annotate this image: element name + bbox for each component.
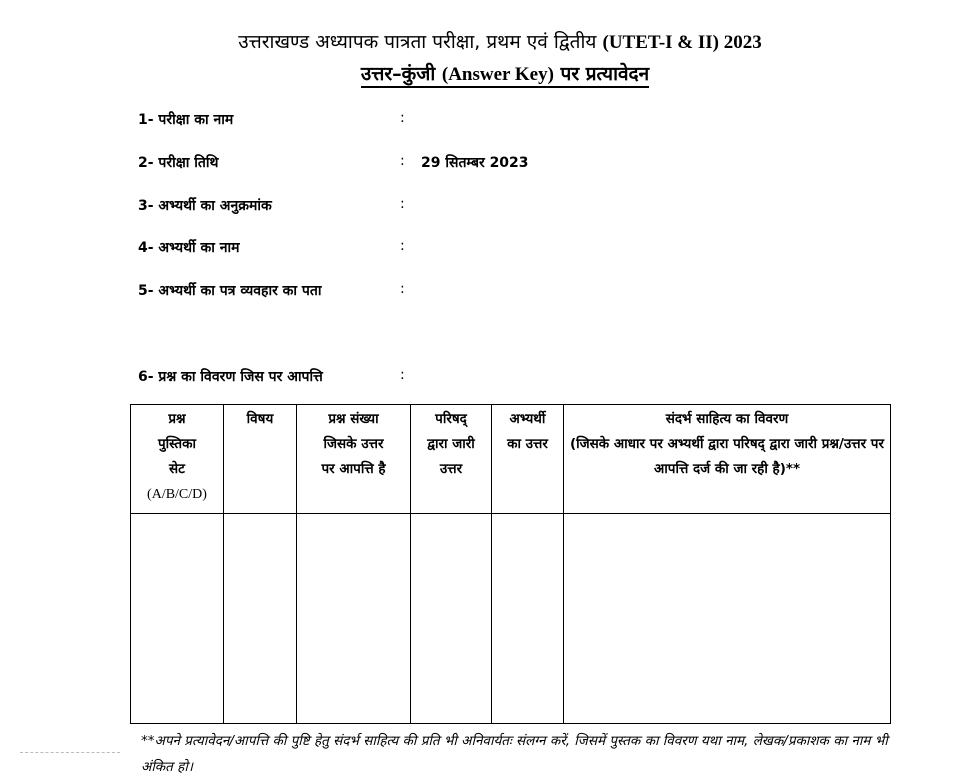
cell-subject[interactable] xyxy=(224,514,297,724)
table-header-row xyxy=(131,405,891,514)
header-text: प्रश्न xyxy=(168,411,186,427)
header-council-answer xyxy=(411,405,492,514)
cell-booklet-set[interactable] xyxy=(131,514,224,724)
field-colon: : xyxy=(400,238,405,254)
cell-council-answer[interactable] xyxy=(411,514,492,724)
field-colon: : xyxy=(400,281,405,297)
header-text: संदर्भ साहित्य का विवरण xyxy=(665,411,789,427)
header-text: पर आपत्ति है xyxy=(321,461,386,477)
cell-reference-details[interactable] xyxy=(564,514,891,724)
field-label-roll-number: 3- अभ्यर्थी का अनुक्रमांक xyxy=(138,198,272,214)
footnote: **अपने प्रत्यावेदन/आपत्ति की पुष्टि हेतु संदर्भ साहित्य की प्रति भी अनिवार्यतः संलग्न करें, जिसमें पुस्तक का विवरण यथा नाम, लेखक/प्रकाशक का नाम भी अंकित हो। xyxy=(141,733,888,775)
field-label-exam-date: 2- परीक्षा तिथि xyxy=(138,155,219,171)
header-text: द्वारा जारी xyxy=(427,436,475,452)
field-label-address: 5- अभ्यर्थी का पत्र व्यवहार का पता xyxy=(138,283,322,299)
header-text: (A/B/C/D) xyxy=(147,487,207,502)
field-colon: : xyxy=(400,196,405,212)
header-text: पुस्तिका xyxy=(158,436,196,452)
field-label-candidate-name: 4- अभ्यर्थी का नाम xyxy=(138,240,240,256)
field-colon: : xyxy=(400,367,405,383)
field-colon: : xyxy=(400,110,405,126)
cell-candidate-answer[interactable] xyxy=(492,514,564,724)
subtitle-hindi-part2: पर प्रत्यावेदन xyxy=(560,63,650,85)
header-text: विषय xyxy=(246,411,274,427)
header-text: उत्तर xyxy=(439,461,463,477)
header-text: अभ्यर्थी xyxy=(509,411,546,427)
table-row xyxy=(131,514,891,724)
header-text: (जिसके आधार पर अभ्यर्थी द्वारा परिषद् द्वारा जारी प्रश्न/उत्तर पर आपत्ति दर्ज की जा रही है)** xyxy=(569,436,884,477)
header-subject xyxy=(224,405,297,514)
header-text: जिसके उत्तर xyxy=(323,436,384,452)
cell-question-number[interactable] xyxy=(297,514,411,724)
field-label-question-detail: 6- प्रश्न का विवरण जिस पर आपत्ति xyxy=(138,369,323,385)
header-reference-details xyxy=(564,405,891,514)
form-title-hindi: उत्तराखण्ड अध्यापक पात्रता परीक्षा, प्रथम एवं द्वितीय xyxy=(238,31,597,53)
divider xyxy=(20,752,120,753)
form-title xyxy=(0,28,973,54)
header-text: सेट xyxy=(169,461,185,477)
field-value-exam-date: 29 सितम्बर 2023 xyxy=(421,155,529,171)
header-booklet-set xyxy=(131,405,224,514)
header-text: का उत्तर xyxy=(507,436,548,452)
header-text: प्रश्न संख्या xyxy=(328,411,379,427)
subtitle-hindi-part1: उत्तर–कुंजी xyxy=(360,63,436,85)
header-text: परिषद् xyxy=(435,411,467,427)
form-title-english: (UTET-I & II) 2023 xyxy=(602,32,762,53)
form-subtitle xyxy=(0,60,973,86)
field-label-exam-name: 1- परीक्षा का नाम xyxy=(138,112,234,128)
header-candidate-answer xyxy=(492,405,564,514)
subtitle-english: (Answer Key) xyxy=(441,64,554,85)
form-subtitle-underlined xyxy=(361,63,649,88)
objection-table xyxy=(130,404,891,724)
field-colon: : xyxy=(400,153,405,169)
header-question-number xyxy=(297,405,411,514)
